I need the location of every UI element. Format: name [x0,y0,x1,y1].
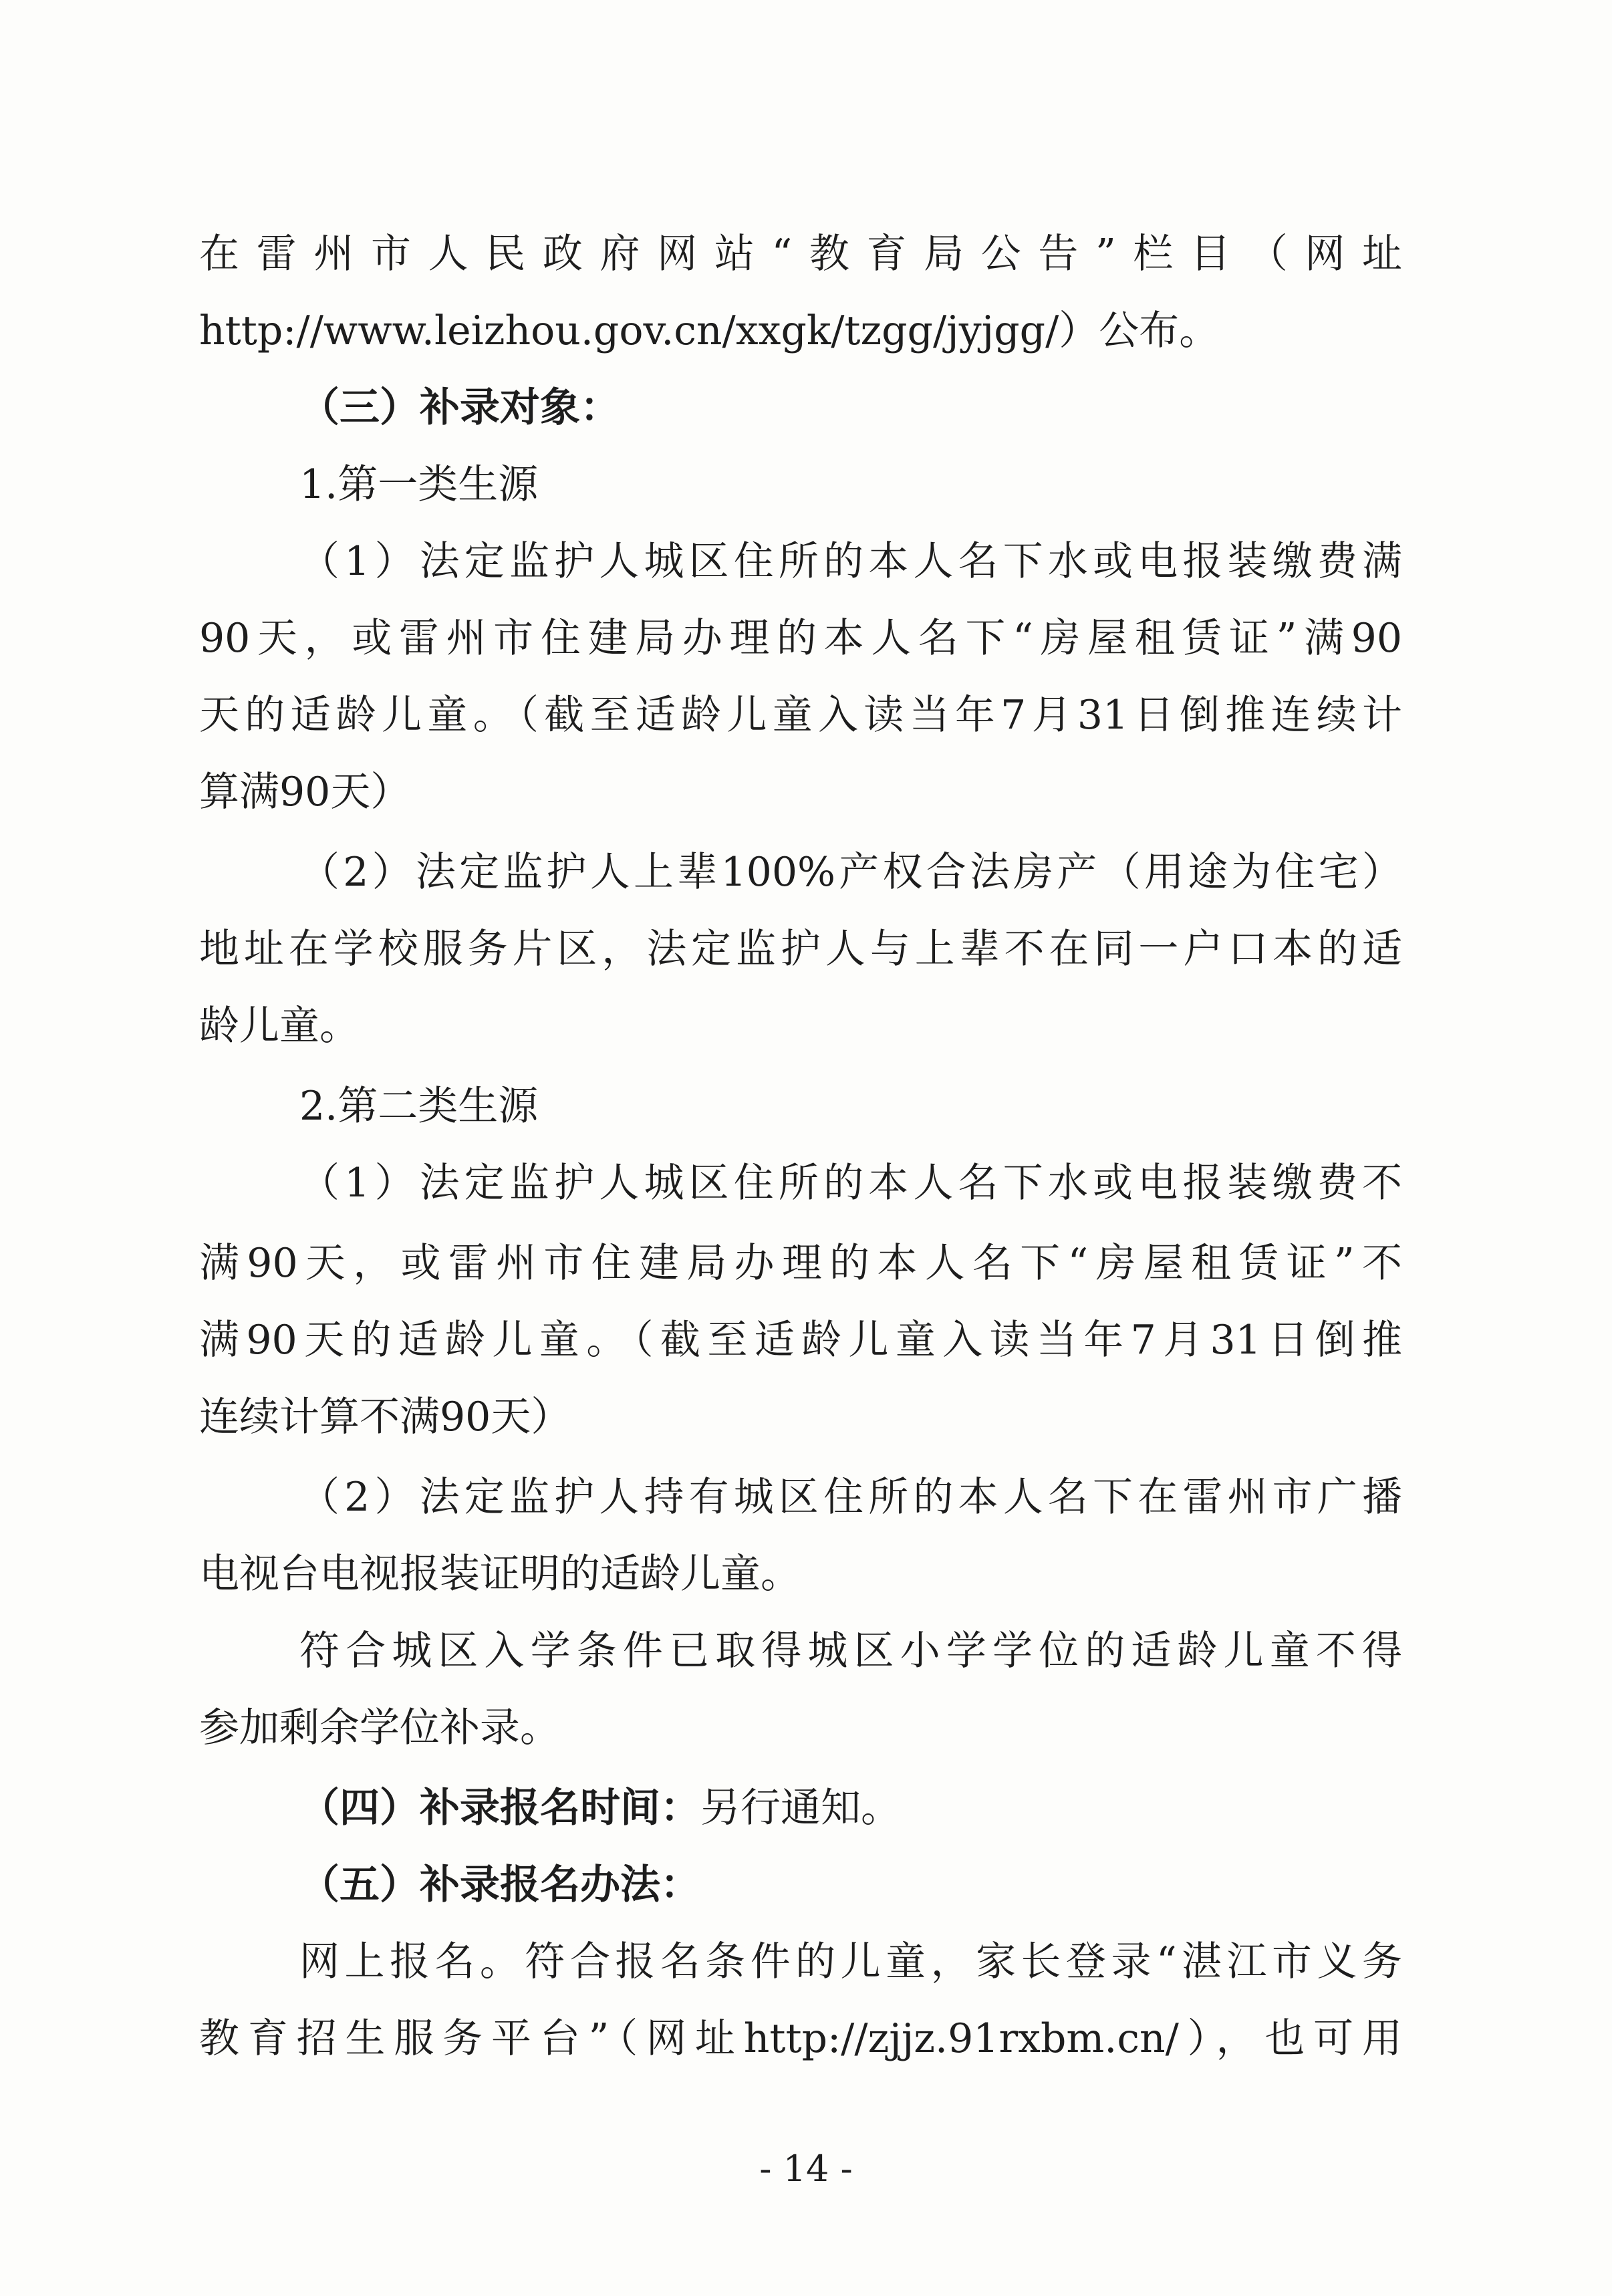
text-line: 电视台电视报装证明的适龄儿童。 [199,1551,801,1598]
text-line [299,1775,1402,1841]
text-line: （2）法定监护人上辈100%产权合法房产（用途为住宅） [299,849,1402,896]
text-line: http://www.leizhou.gov.cn/xxgk/tzgg/jyjgg/）公布。 [199,307,1220,354]
text-line: 90天，或雷州市住建局办理的本人名下“房屋租赁证”满90 [199,615,1402,662]
text-line: 参加剩余学位补录。 [199,1704,560,1751]
text-line: （2）法定监护人持有城区住所的本人名下在雷州市广播 [299,1474,1402,1521]
section-heading: （四）补录报名时间： [299,1785,700,1831]
text-line: 连续计算不满90天） [199,1394,571,1440]
text-line: 满90天的适龄儿童。（截至适龄儿童入读当年7月31日倒推 [199,1317,1402,1364]
text-line: 龄儿童。 [199,1003,360,1049]
text-line: （1）法定监护人城区住所的本人名下水或电报装缴费满 [299,538,1402,585]
text-value: 另行通知。 [700,1785,901,1831]
text-line: 算满90天） [199,769,411,815]
text-line: 地址在学校服务片区，法定监护人与上辈不在同一户口本的适 [199,926,1402,973]
text-line: 天的适龄儿童。（截至适龄儿童入读当年7月31日倒推连续计 [199,692,1402,739]
section-heading: （五）补录报名办法： [299,1862,700,1908]
text-line: 教育招生服务平台”（网址http://zjjz.91rxbm.cn/），也可用 [199,2015,1402,2062]
text-line: 网上报名。符合报名条件的儿童，家长登录“湛江市义务 [299,1938,1402,1985]
text-line: （1）法定监护人城区住所的本人名下水或电报装缴费不 [299,1160,1402,1206]
page-number: - 14 - [759,2148,853,2190]
subsection-heading: 2.第二类生源 [299,1083,539,1130]
text-line: 满90天，或雷州市住建局办理的本人名下“房屋租赁证”不 [199,1240,1402,1287]
text-line: 符合城区入学条件已取得城区小学学位的适龄儿童不得 [299,1628,1402,1674]
subsection-heading: 1.第一类生源 [299,461,539,508]
section-heading: （三）补录对象： [299,384,620,431]
text-line: 在雷州市人民政府网站“教育局公告”栏目（网址 [199,231,1402,277]
